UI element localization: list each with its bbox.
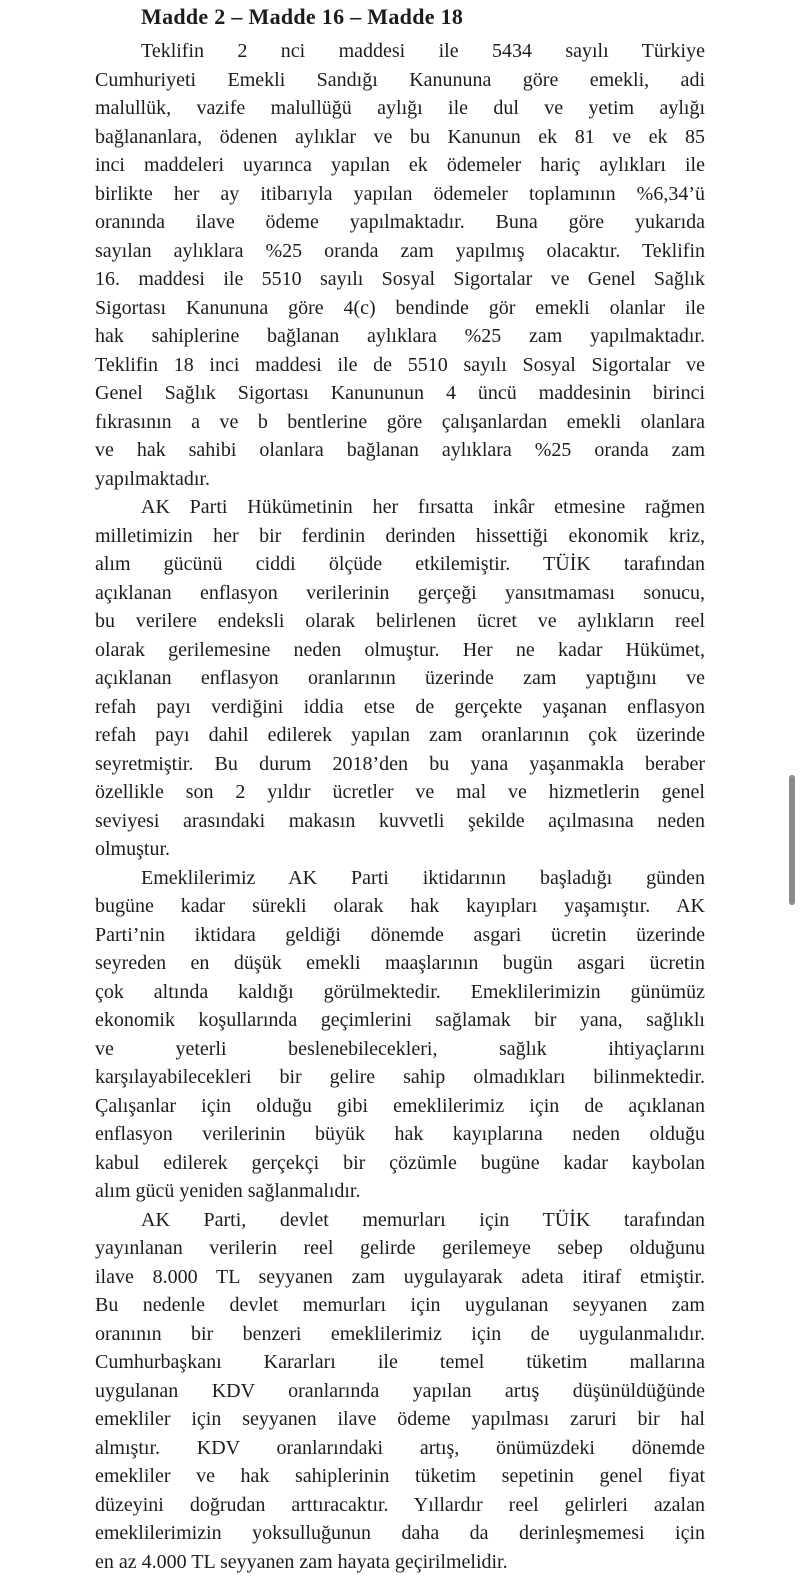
text-line: Teklifin 2 nci maddesi ile 5434 sayılı Türkiye (141, 40, 705, 62)
text-line: özellikle son 2 yıldır ücretler ve mal ve hizmetlerin genel (95, 781, 705, 803)
text-line: birlikte her ay itibarıyla yapılan ödemeler toplamının %6,34’ü (95, 182, 705, 205)
text-line: malullük, vazife malullüğü aylığı ile dul ve yetim aylığı (95, 97, 705, 119)
text-line: refah payı dahil edilerek yapılan zam oranlarının çok üzerinde (95, 724, 705, 746)
text-line: Bu nedenle devlet memurları için uygulanan seyyanen zam (95, 1294, 705, 1316)
text-line: bu verilere endeksli olarak belirlenen ücret ve aylıkların reel (95, 610, 705, 632)
text-line: çok altında kaldığı görülmektedir. Emeklilerimizin günümüz (95, 980, 705, 1003)
text-line: karşılayabilecekleri bir gelire sahip olmadıkları bilinmektedir. (95, 1066, 705, 1088)
text-line: AK Parti Hükümetinin her fırsatta inkâr etmesine rağmen (141, 496, 705, 518)
text-line: olmuştur. (95, 838, 171, 860)
document-body (95, 37, 705, 1576)
text-line: oranında ilave ödeme yapılmaktadır. Buna göre yukarıda (95, 211, 705, 233)
text-line: sayılan aylıklara %25 oranda zam yapılmış olacaktır. Teklifin (95, 239, 705, 262)
text-line: Sigortası Kanununa göre 4(c) bendinde gör emekli olanlar ile (95, 296, 705, 319)
text-line: emekliler için seyyanen ilave ödeme yapılması zaruri bir hal (95, 1408, 705, 1430)
text-line: ekonomik koşullarında geçimlerini sağlamak bir yana, sağlıklı (95, 1009, 705, 1031)
text-line: emekliler ve hak sahiplerinin tüketim sepetinin genel fiyat (95, 1465, 705, 1487)
text-line: fıkrasının a ve b bentlerine göre çalışanlardan emekli olanlara (95, 410, 705, 433)
text-line: oranının bir benzeri emeklilerimiz için de uygulanmalıdır. (95, 1322, 705, 1345)
text-line: milletimizin her bir ferdinin derinden hissettiği ekonomik kriz, (95, 524, 705, 547)
text-line: refah payı verdiğini iddia etse de gerçekte yaşanan enflasyon (95, 695, 705, 718)
text-line: açıklanan enflasyon oranlarının üzerinde zam yaptığını ve (95, 667, 705, 689)
text-line: olarak gerilemesine neden olmuştur. Her ne kadar Hükümet, (95, 638, 705, 661)
document-page (95, 3, 705, 1576)
text-line: uygulanan KDV oranlarında yapılan artış düşünüldüğünde (95, 1379, 705, 1402)
text-line: kabul edilerek gerçekçi bir çözümle bugüne kadar kaybolan (95, 1151, 705, 1174)
text-line: ve hak sahibi olanlara bağlanan aylıklara %25 oranda zam (95, 439, 705, 461)
text-line: 16. maddesi ile 5510 sayılı Sosyal Sigortalar ve Genel Sağlık (95, 268, 705, 290)
text-line: inci maddeleri uyarınca yapılan ek ödemeler hariç aylıkları ile (95, 154, 705, 176)
text-line: seviyesi arasındaki makasın kuvvetli şekilde açılmasına neden (95, 809, 705, 832)
text-line: açıklanan enflasyon verilerinin gerçeği yansıtmaması sonucu, (95, 581, 705, 604)
text-line: almıştır. KDV oranlarındaki artış, önümüzdeki dönemde (95, 1436, 705, 1459)
text-line: Genel Sağlık Sigortası Kanununun 4 üncü maddesinin birinci (95, 382, 705, 404)
text-line: ilave 8.000 TL seyyanen zam uygulayarak adeta itiraf etmiştir. (95, 1265, 705, 1288)
text-line: enflasyon verilerinin büyük hak kayıplarına neden olduğu (95, 1123, 705, 1145)
document-title: Madde 2 – Madde 16 – Madde 18 (141, 4, 464, 29)
text-line: Teklifin 18 inci maddesi ile de 5510 sayılı Sosyal Sigortalar ve (95, 353, 705, 376)
text-line: seyreden en düşük emekli maaşlarının bugün asgari ücretin (95, 952, 705, 974)
text-line: yapılmaktadır. (95, 467, 210, 490)
text-line: en az 4.000 TL seyyanen zam hayata geçirilmelidir. (95, 1550, 508, 1573)
text-line: AK Parti, devlet memurları için TÜİK tarafından (141, 1208, 705, 1231)
text-line: seyretmiştir. Bu durum 2018’den bu yana yaşanmakla beraber (95, 752, 705, 775)
text-line: bağlananlara, ödenen aylıklar ve bu Kanunun ek 81 ve ek 85 (95, 125, 705, 148)
text-line: Parti’nin iktidara geldiği dönemde asgari ücretin üzerinde (95, 923, 705, 946)
text-line: Cumhurbaşkanı Kararları ile temel tüketim mallarına (95, 1351, 705, 1373)
text-line: emeklilerimizin yoksulluğunun daha da derinleşmemesi için (95, 1522, 705, 1544)
text-line: bugüne kadar sürekli olarak hak kayıpları yaşamıştır. AK (95, 895, 705, 917)
text-line: hak sahiplerine bağlanan aylıklara %25 zam yapılmaktadır. (95, 325, 705, 347)
text-line: alım gücünü ciddi ölçüde etkilemiştir. TÜİK tarafından (95, 553, 705, 575)
text-line: yayınlanan verilerin reel gelirde gerilemeye sebep olduğunu (95, 1237, 705, 1259)
scrollbar-thumb[interactable] (789, 775, 795, 905)
text-line: alım gücü yeniden sağlanmalıdır. (95, 1180, 361, 1202)
text-line: Çalışanlar için olduğu gibi emeklilerimiz için de açıklanan (95, 1094, 705, 1117)
text-line: düzeyini doğrudan arttıracaktır. Yıllardır reel gelirleri azalan (95, 1493, 705, 1516)
text-line: ve yeterli beslenebilecekleri, sağlık ihtiyaçlarını (95, 1037, 705, 1060)
text-line: Emeklilerimiz AK Parti iktidarının başladığı günden (141, 866, 705, 889)
text-line: Cumhuriyeti Emekli Sandığı Kanununa göre emekli, adi (95, 68, 705, 91)
